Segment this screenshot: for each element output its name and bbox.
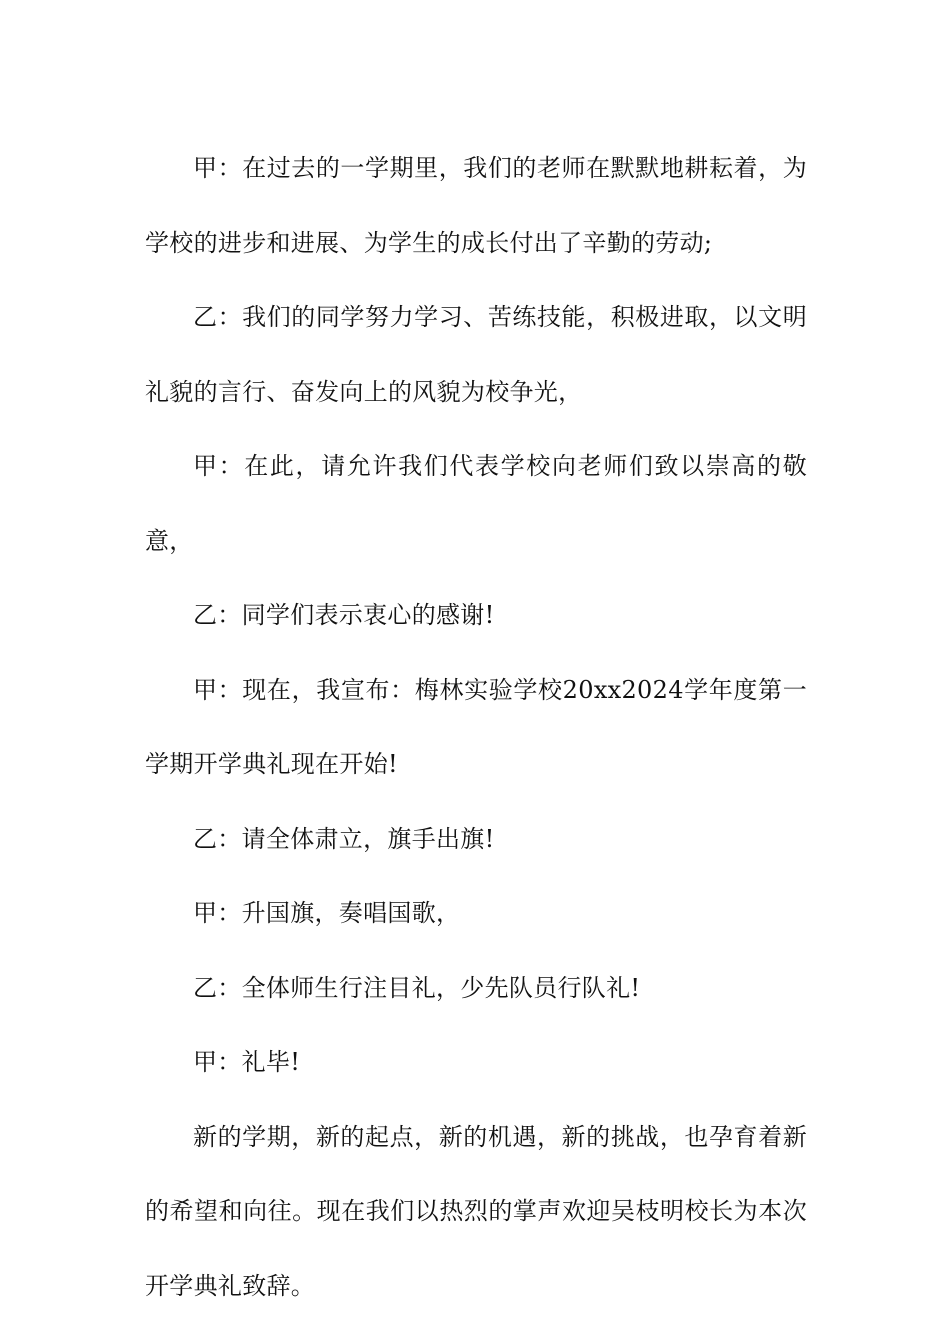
paragraph: 甲：礼毕! — [193, 1048, 301, 1076]
paragraph: 乙：全体师生行注目礼，少先队员行队礼! — [193, 973, 641, 1002]
paragraph: 乙：同学们表示衷心的感谢! — [193, 601, 495, 629]
paragraph: 乙：请全体肃立，旗手出旗! — [193, 824, 495, 853]
paragraph: 甲：升国旗，奏唱国歌， — [193, 899, 461, 927]
paragraph: 甲：在过去的一学期里，我们的老师在默默地耕耘着，为学校的进步和进展、为学生的成长付出了辛勤的劳动; — [145, 154, 807, 257]
paragraph: 新的学期，新的起点，新的机遇，新的挑战，也孕育着新的希望和向往。现在我们以热烈的掌声欢迎吴枝明校长为本次开学典礼致辞。 — [145, 1122, 807, 1300]
document-body — [145, 131, 807, 1323]
paragraph: 甲：现在，我宣布：梅林实验学校20xx2024学年度第一学期开学典礼现在开始! — [145, 675, 807, 778]
paragraph: 乙：我们的同学努力学习、苦练技能，积极进取，以文明礼貌的言行、奋发向上的风貌为校争光， — [145, 303, 807, 406]
paragraph: 甲：在此，请允许我们代表学校向老师们致以崇高的敬意， — [145, 452, 807, 555]
